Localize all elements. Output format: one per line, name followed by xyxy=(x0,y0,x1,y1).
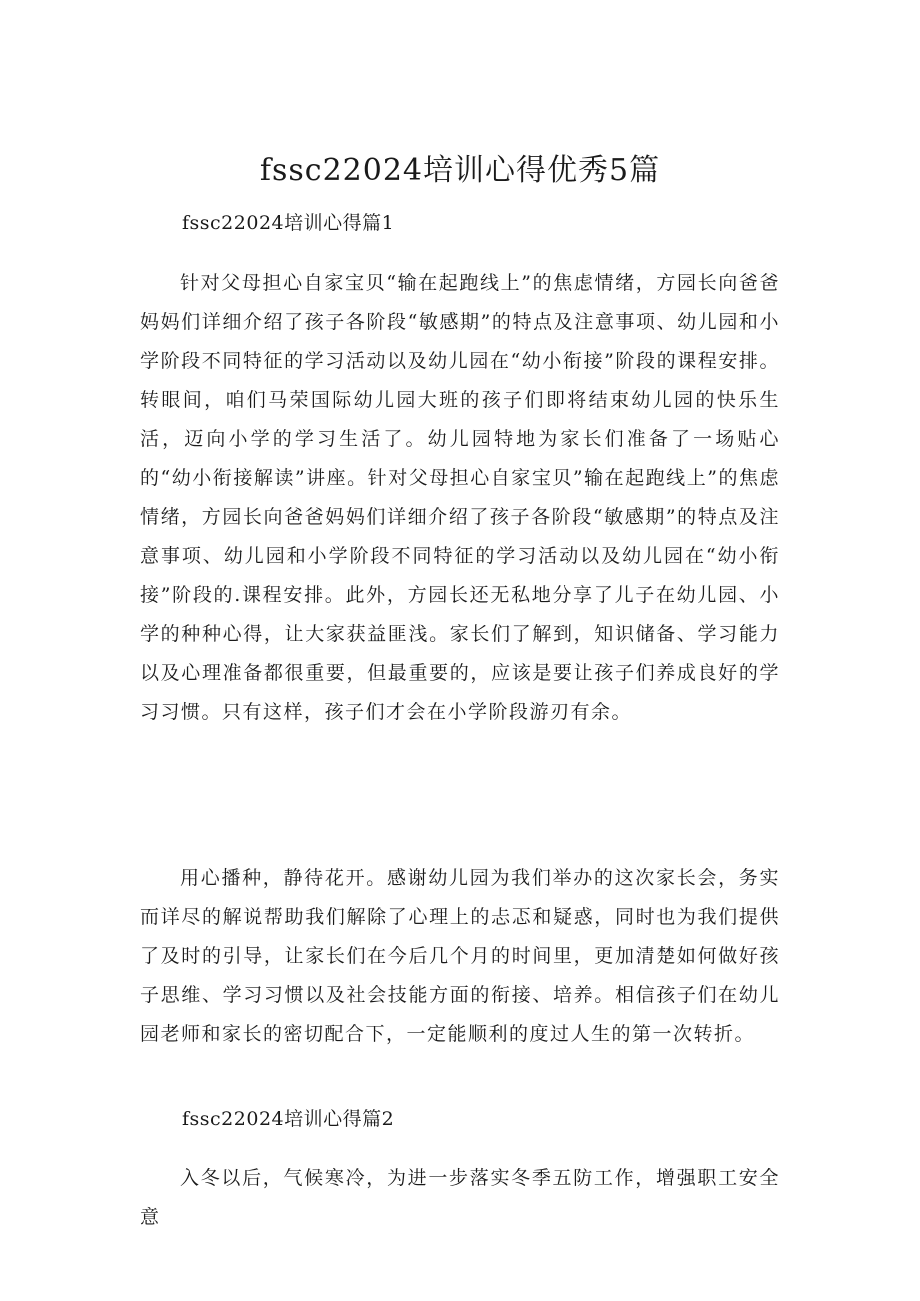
section-heading-2: fssc22024培训心得篇2 xyxy=(182,1108,395,1130)
paragraph-1: 针对父母担心自家宝贝“输在起跑线上”的焦虑情绪，方园长向爸爸妈妈们详细介绍了孩子各阶段“敏感期”的特点及注意事项、幼儿园和小学阶段不同特征的学习活动以及幼儿园在“幼小衔接”阶段的课程安排。转眼间，咱们马荣国际幼儿园大班的孩子们即将结束幼儿园的快乐生活，迈向小学的学习生活了。幼儿园特地为家长们准备了一场贴心的“幼小衔接解读”讲座。针对父母担心自家宝贝”输在起跑线上”的焦虑情绪，方园长向爸爸妈妈们详细介绍了孩子各阶段“敏感期”的特点及注意事项、幼儿园和小学阶段不同特征的学习活动以及幼儿园在“幼小衔接”阶段的.课程安排。此外，方园长还无私地分享了儿子在幼儿园、小学的种种心得，让大家获益匪浅。家长们了解到，知识储备、学习能力以及心理准备都很重要，但最重要的，应该是要让孩子们养成良好的学习习惯。只有这样，孩子们才会在小学阶段游刃有余。 xyxy=(140,272,780,723)
paragraph-3: 入冬以后，气候寒冷，为进一步落实冬季五防工作，增强职工安全意 xyxy=(140,1167,780,1228)
document-title: fssc22024培训心得优秀5篇 xyxy=(259,153,661,188)
section-heading-1: fssc22024培训心得篇1 xyxy=(182,212,395,234)
paragraph-2: 用心播种，静待花开。感谢幼儿园为我们举办的这次家长会，务实而详尽的解说帮助我们解除了心理上的忐忑和疑惑，同时也为我们提供了及时的引导，让家长们在今后几个月的时间里，更加清楚如何做好孩子思维、学习习惯以及社会技能方面的衔接、培养。相信孩子们在幼儿园老师和家长的密切配合下，一定能顺利的度过人生的第一次转折。 xyxy=(140,867,780,1045)
